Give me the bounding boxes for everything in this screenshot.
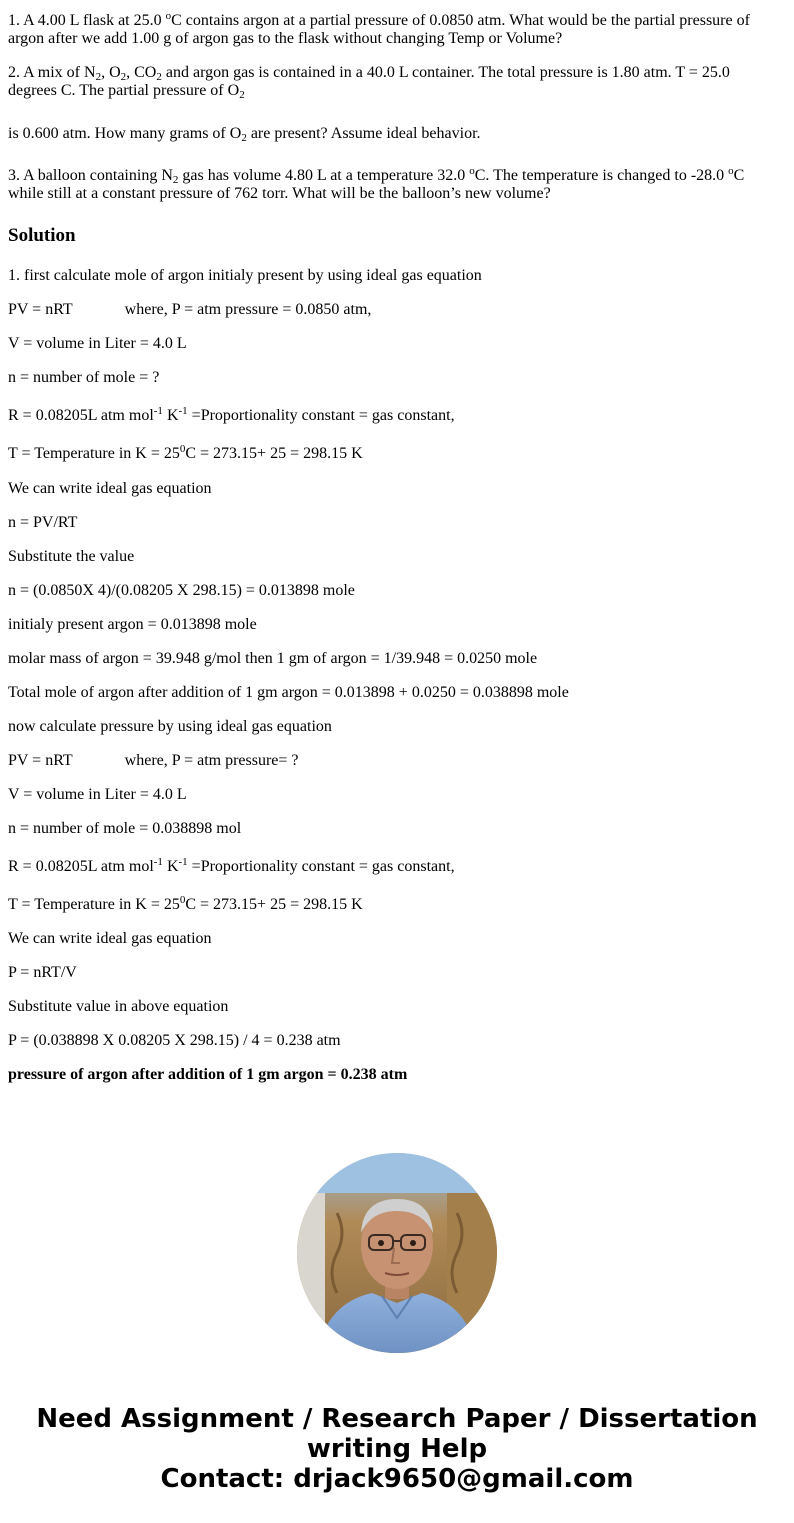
solution-line: molar mass of argon = 39.948 g/mol then 1 gm of argon = 1/39.948 = 0.0250 mole bbox=[8, 650, 538, 667]
temperature-line: T = Temperature in $K = 25^0C = 273.15+ 25 = 298.15$ K bbox=[8, 894, 363, 913]
footer-line: Need Assignment / Research Paper / Dissertation bbox=[36, 1404, 758, 1434]
solution-line: PV = nRT where, P = atm pressure = 0.0850 atm, bbox=[8, 301, 372, 318]
question-2: 2. A mix of $N_2$, $O_2$, $CO_2$ and argon gas is contained in a 40.0 L container. The total pressure is 1.80 atm. T = 25.0 degrees C. The partial pressure of $O_2$ bbox=[8, 64, 730, 101]
footer-advert bbox=[0, 1404, 794, 1494]
solution-line: P = (0.038898 X 0.08205 X 298.15) / 4 = 0.238 atm bbox=[8, 1032, 341, 1049]
solution-line: n = number of mole = ? bbox=[8, 369, 160, 386]
solution-line: now calculate pressure by using ideal gas equation bbox=[8, 718, 332, 735]
author-photo bbox=[297, 1153, 497, 1353]
solution-line: Substitute value in above equation bbox=[8, 998, 229, 1015]
gas-constant-line: R = 0.08205L atm mol$^{-1}$ $K^{-1}$ =Proportionality constant = gas constant, bbox=[8, 405, 455, 424]
gas-constant-line: R = 0.08205L atm mol$^{-1}$ $K^{-1}$ =Proportionality constant = gas constant, bbox=[8, 856, 455, 875]
solution-line: We can write ideal gas equation bbox=[8, 930, 212, 947]
question-1: 1. A 4.00 L flask at 25.0 $^o$C contains argon at a partial pressure of 0.0850 atm. What would be the partial pressure of argon after we add 1.00 g of argon gas to the flask without changing Temp or Volume? bbox=[8, 10, 750, 47]
solution-line: Substitute the value bbox=[8, 548, 135, 565]
solution-line: V = volume in Liter = 4.0 L bbox=[8, 335, 187, 352]
solution-line: PV = nRT where, P = atm pressure= ? bbox=[8, 752, 299, 769]
temperature-line: T = Temperature in $K = 25^0C = 273.15+ 25 = 298.15$ K bbox=[8, 443, 363, 462]
footer-contact: Contact: drjack9650@gmail.com bbox=[160, 1464, 634, 1494]
solution-line: P = nRT/V bbox=[8, 964, 77, 981]
solution-line: V = volume in Liter = 4.0 L bbox=[8, 786, 187, 803]
solution-line: 1. first calculate mole of argon initialy present by using ideal gas equation bbox=[8, 267, 482, 284]
final-answer: pressure of argon after addition of 1 gm argon = 0.238 atm bbox=[8, 1066, 408, 1083]
footer-line: writing Help bbox=[306, 1434, 488, 1464]
question-3: 3. A balloon containing $N_2$ gas has volume 4.80 L at a temperature 32.0 $^o$C. The temperature is changed to -28.0 $^o$C while still at a constant pressure of 762 torr. What will be the balloon’s new volume? bbox=[8, 165, 745, 202]
solution-line: Total mole of argon after addition of 1 gm argon = 0.013898 + 0.0250 = 0.038898 mole bbox=[8, 684, 569, 701]
solution-line: We can write ideal gas equation bbox=[8, 480, 212, 497]
question-2-continued: is 0.600 atm. How many grams of $O_2$ are present? Assume ideal behavior. bbox=[8, 125, 481, 144]
solution-line: initialy present argon = 0.013898 mole bbox=[8, 616, 257, 633]
portrait-image bbox=[297, 1153, 497, 1353]
solution-line: n = (0.0850X 4)/(0.08205 X 298.15) = 0.013898 mole bbox=[8, 582, 355, 599]
solution-line: n = number of mole = 0.038898 mol bbox=[8, 820, 242, 837]
solution-heading: Solution bbox=[8, 225, 76, 246]
solution-line: n = PV/RT bbox=[8, 514, 78, 531]
